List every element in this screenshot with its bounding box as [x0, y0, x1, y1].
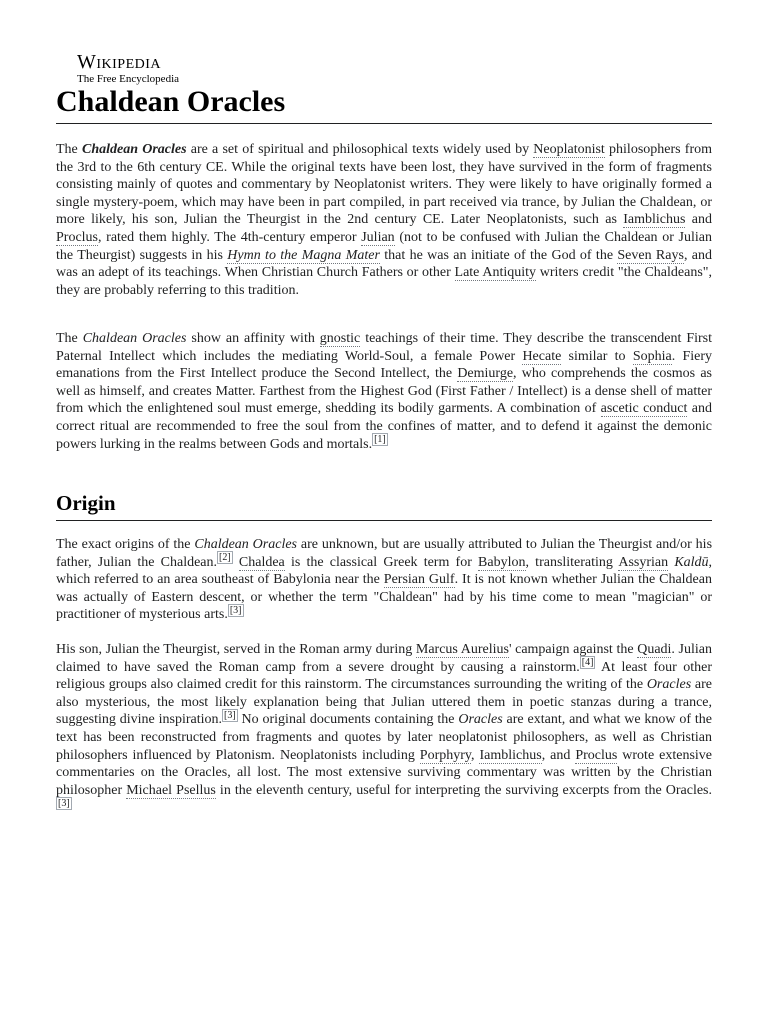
citation-3[interactable]: [3] [58, 797, 70, 809]
citation-3[interactable]: [3] [229, 604, 242, 616]
link-hecate[interactable]: Hecate [522, 348, 562, 364]
link-persian-gulf[interactable]: Persian Gulf [383, 572, 455, 588]
citation-3[interactable]: [3] [224, 709, 236, 721]
link-ascetic-conduct[interactable]: ascetic conduct [600, 401, 688, 417]
link-neoplatonist[interactable]: Neoplatonist [533, 142, 605, 157]
link-julian[interactable]: Julian [361, 229, 395, 245]
intro-paragraph-1: The Chaldean Oracles are a set of spiritual and philosophical texts widely used by Neoplatonist philosophers from the 3rd to the 6th century CE. While the original texts have been lost, they have survived in the form of fragments consisting mainly of quotes and commentary by Neoplatonist writers. They were likely to have originally formed a single mystery-poem, which may have been in part compiled, in part received via trance, by Julian the Chaldean, or more likely, his son, Julian the Theurgist in the 2nd century CE. Later Neoplatonists, such as Iamblichus and Proclus, rated them highly. The 4th-century emperor Julian (not to be confused with Julian the Chaldean or Julian the Theurgist) suggests in his Hymn to the Magna Mater that he was an initiate of the God of the Seven Rays, and was an adept of its teachings. When Christian Church Fathers or other Late Antiquity writers credit "the Chaldeans", they are probably referring to this tradition. [56, 142, 713, 298]
logo-wordmark: Wikipedia [77, 51, 162, 73]
link-sophia[interactable]: Sophia [632, 348, 672, 364]
link-seven-rays[interactable]: Seven Rays [617, 247, 684, 263]
link-gnostic[interactable]: gnostic [319, 331, 361, 346]
section-heading-origin: Origin [56, 490, 712, 521]
citation-1[interactable]: [1] [374, 433, 386, 445]
link-babylon[interactable]: Babylon [478, 554, 526, 570]
page-title: Chaldean Oracles [56, 84, 712, 124]
link-proclus[interactable]: Proclus [56, 229, 98, 245]
link-chaldea[interactable]: Chaldea [238, 554, 285, 570]
link-late-antiquity[interactable]: Late Antiquity [454, 265, 537, 281]
link-proclus[interactable]: Proclus [575, 747, 618, 763]
citation-4[interactable]: [4] [581, 656, 594, 668]
link-hymn-to-the-magna-mater[interactable]: Hymn to the Magna Mater [227, 247, 380, 263]
link-quadi[interactable]: Quadi [637, 642, 672, 657]
link-iamblichus[interactable]: Iamblichus [479, 747, 542, 763]
origin-paragraph-2: His son, Julian the Theurgist, served in the Roman army during Marcus Aurelius' campaign against the Quadi. Julian claimed to have saved the Roman camp from a severe drought by causing a rainstorm. [4] At least four other religious groups also claimed credit for this rainstorm. The circumstances surrounding the writing of the Oracles are also mysterious, the most likely explanation being that Julian uttered them in poetic stanzas during a trance, suggesting divine inspiration. [3] No original documents containing the Oracles are extant, and what we know of the text has been reconstructed from fragments and quotes by later neoplatonist philosophers, as well as Christian philosophers influenced by Platonism. Neoplatonists including Porphyry, Iamblichus, and Proclus wrote extensive commentaries on the Oracles, all lost. The most extensive surviving commentary was written by the Christian philosopher Michael Psellus in the eleventh century, useful for interpreting the surviving excerpts from the Oracles.[3] [56, 642, 713, 809]
term-chaldean-oracles: Chaldean Oracles [81, 142, 187, 157]
intro-paragraph-2: The Chaldean Oracles show an affinity with gnostic teachings of their time. They describe the transcendent First Paternal Intellect which includes the mediating World-Soul, a female Power Hecate similar to Sophia. Fiery emanations from the First Intellect produce the Second Intellect, the Demiurge, who comprehends the cosmos as well as himself, and creates Matter. Farthest from the Highest God (First Father / Intellect) is a dense shell of matter from which the enlightened soul must emerge, shedding its bodily garments. A combination of ascetic conduct and correct ritual are recommended to free the soul from the confines of matter, and to defend it against the demonic powers lurking in the realms between Gods and mortals. [1] [56, 331, 713, 452]
link-assyrian[interactable]: Assyrian [618, 554, 669, 570]
wikipedia-logo[interactable] [77, 51, 217, 85]
link-porphyry[interactable]: Porphyry [419, 747, 471, 763]
link-demiurge[interactable]: Demiurge [457, 366, 514, 382]
logo-tagline: The Free Encyclopedia [77, 73, 180, 85]
link-iamblichus[interactable]: Iamblichus [623, 212, 686, 228]
link-marcus-aurelius[interactable]: Marcus Aurelius [415, 642, 509, 657]
citation-2[interactable]: [2] [219, 551, 231, 563]
origin-paragraph-1: The exact origins of the Chaldean Oracles are unknown, but are usually attributed to Julian the Theurgist and/or his father, Julian the Chaldean. [2] Chaldea is the classical Greek term for Babylon, transliterating Assyrian Kaldū, which referred to an area southeast of Babylonia near the Persian Gulf. It is not known whether Julian the Chaldean was actually of Eastern descent, or whether the term "Chaldean" had by his time come to mean "magician" or practitioner of mysterious arts. [3] [56, 537, 713, 623]
link-michael-psellus[interactable]: Michael Psellus [126, 782, 216, 798]
